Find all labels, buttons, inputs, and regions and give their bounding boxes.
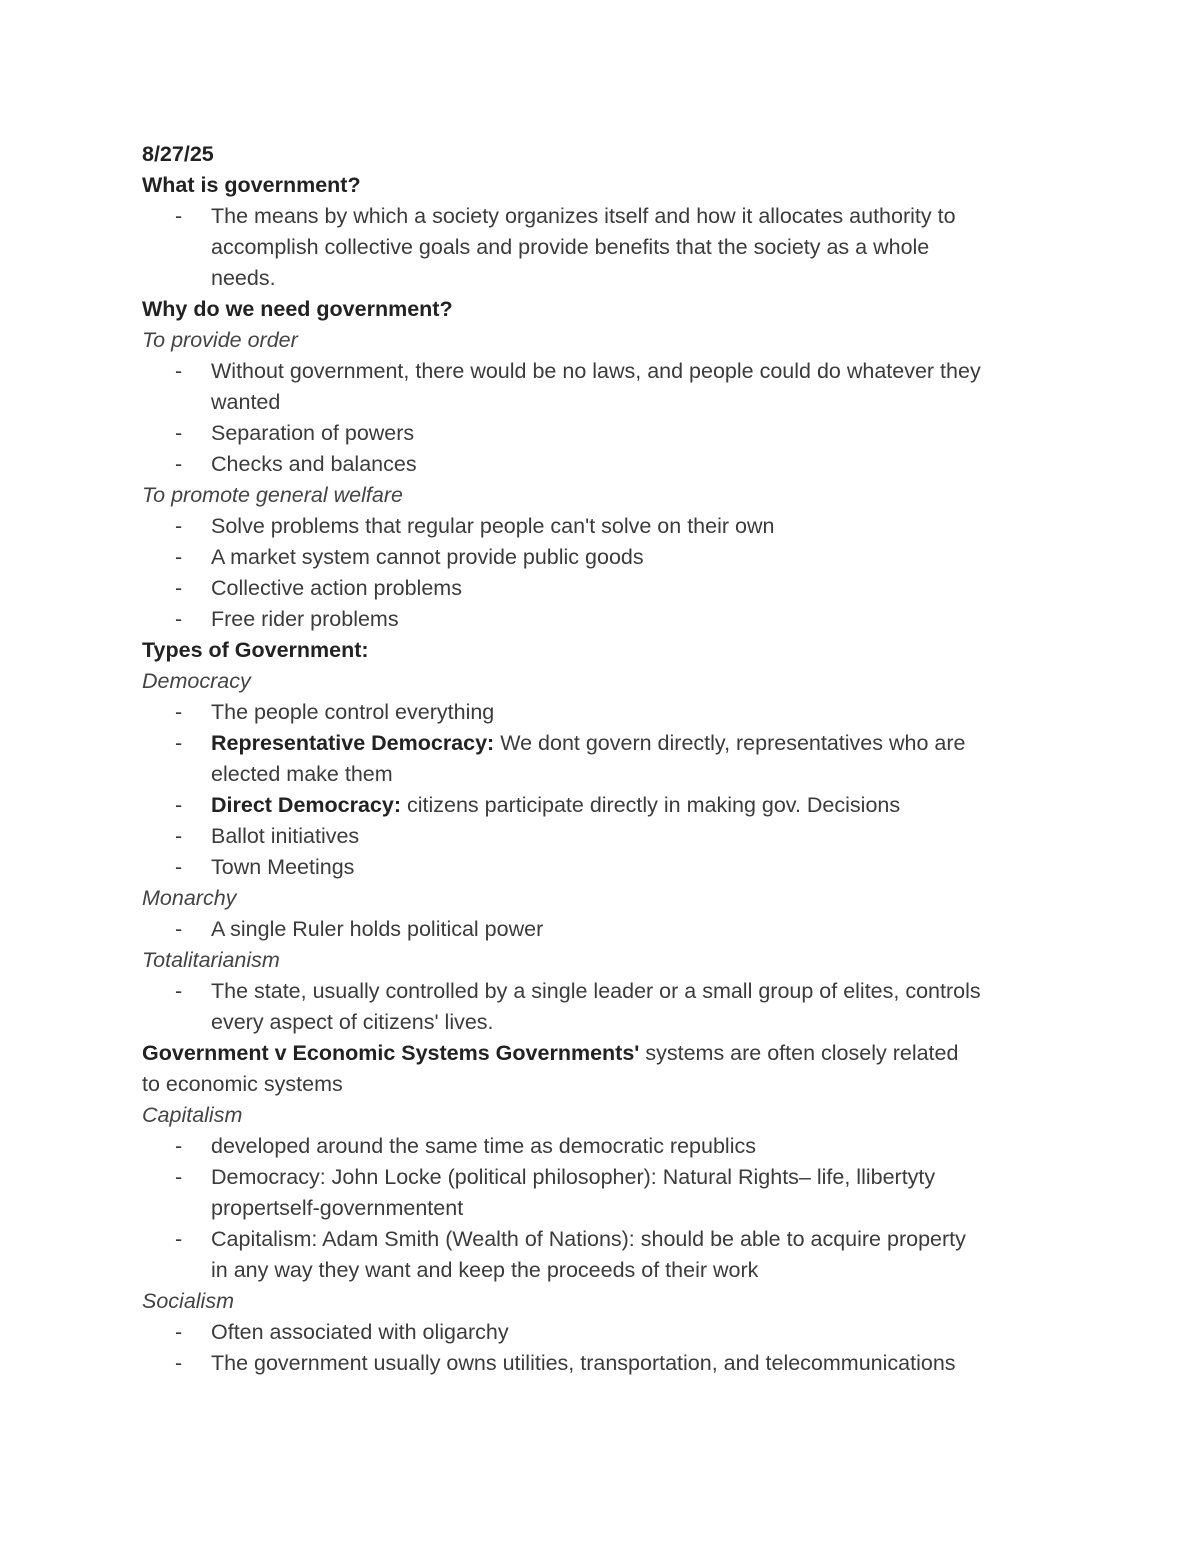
dash-bullet: -	[175, 1134, 183, 1158]
list-item: - The people control everything	[142, 697, 1062, 728]
list-item: - developed around the same time as democratic republics	[142, 1131, 1062, 1162]
heading-what-is-government: What is government?	[142, 173, 361, 197]
list-democracy	[142, 697, 1062, 883]
term-direct-democracy: Direct Democracy:	[211, 793, 402, 817]
heading-continuation: to economic systems	[142, 1072, 343, 1096]
dash-bullet: -	[175, 1227, 183, 1251]
list-item: - Town Meetings	[142, 852, 1062, 883]
list-item: - Democracy: John Locke (political philosopher): Natural Rights– life, llibertyty propertself-governmentent	[142, 1162, 1062, 1224]
dash-bullet: -	[175, 1320, 183, 1344]
dash-bullet: -	[175, 979, 183, 1003]
dash-bullet: -	[175, 793, 183, 817]
dash-bullet: -	[175, 514, 183, 538]
list-item: - The means by which a society organizes itself and how it allocates authority to accomplish collective goals and provide benefits that the society as a whole needs.	[142, 201, 1062, 294]
list-item: - The government usually owns utilities, transportation, and telecommunications	[142, 1348, 1062, 1379]
dash-bullet: -	[175, 1351, 183, 1375]
list-item: - Capitalism: Adam Smith (Wealth of Nations): should be able to acquire property in any way they want and keep the proceeds of their work	[142, 1224, 1062, 1286]
list-item: - Without government, there would be no laws, and people could do whatever they wanted	[142, 356, 1062, 418]
list-general-welfare	[142, 511, 1062, 635]
list-item: - Often associated with oligarchy	[142, 1317, 1062, 1348]
list-item: - Ballot initiatives	[142, 821, 1062, 852]
subheading-monarchy: Monarchy	[142, 886, 237, 910]
subheading-capitalism: Capitalism	[142, 1103, 243, 1127]
list-item: - Checks and balances	[142, 449, 1062, 480]
list-item: - Separation of powers	[142, 418, 1062, 449]
list-item: - Solve problems that regular people can't solve on their own	[142, 511, 1062, 542]
dash-bullet: -	[175, 545, 183, 569]
subheading-general-welfare: To promote general welfare	[142, 483, 403, 507]
dash-bullet: -	[175, 855, 183, 879]
list-item: - Free rider problems	[142, 604, 1062, 635]
dash-bullet: -	[175, 607, 183, 631]
dash-bullet: -	[175, 917, 183, 941]
heading-types-of-government: Types of Government:	[142, 638, 369, 662]
dash-bullet: -	[175, 452, 183, 476]
list-item: - Representative Democracy: We dont govern directly, representatives who are elected make them	[142, 728, 1062, 790]
list-provide-order	[142, 356, 1062, 480]
term-representative-democracy: Representative Democracy:	[211, 731, 495, 755]
list-monarchy	[142, 914, 1062, 945]
dash-bullet: -	[175, 359, 183, 383]
dash-bullet: -	[175, 204, 183, 228]
subheading-totalitarianism: Totalitarianism	[142, 948, 280, 972]
list-socialism	[142, 1317, 1062, 1379]
heading-why-need-government: Why do we need government?	[142, 297, 453, 321]
notes-content	[142, 139, 1062, 1379]
dash-bullet: -	[175, 700, 183, 724]
dash-bullet: -	[175, 731, 183, 755]
subheading-socialism: Socialism	[142, 1289, 234, 1313]
list-item: - The state, usually controlled by a single leader or a small group of elites, controls every aspect of citizens' lives.	[142, 976, 1062, 1038]
dash-bullet: -	[175, 1165, 183, 1189]
list-item: - A single Ruler holds political power	[142, 914, 1062, 945]
list-what-is-government	[142, 201, 1062, 294]
list-item: - A market system cannot provide public goods	[142, 542, 1062, 573]
dash-bullet: -	[175, 421, 183, 445]
dash-bullet: -	[175, 576, 183, 600]
dash-bullet: -	[175, 824, 183, 848]
subheading-democracy: Democracy	[142, 669, 251, 693]
list-item: - Direct Democracy: citizens participate directly in making gov. Decisions	[142, 790, 1062, 821]
list-totalitarianism	[142, 976, 1062, 1038]
heading-government-v-economic: Government v Economic Systems Governments' systems are often closely related	[142, 1041, 959, 1065]
subheading-provide-order: To provide order	[142, 328, 298, 352]
date-heading: 8/27/25	[142, 142, 214, 166]
list-item: - Collective action problems	[142, 573, 1062, 604]
list-capitalism	[142, 1131, 1062, 1286]
